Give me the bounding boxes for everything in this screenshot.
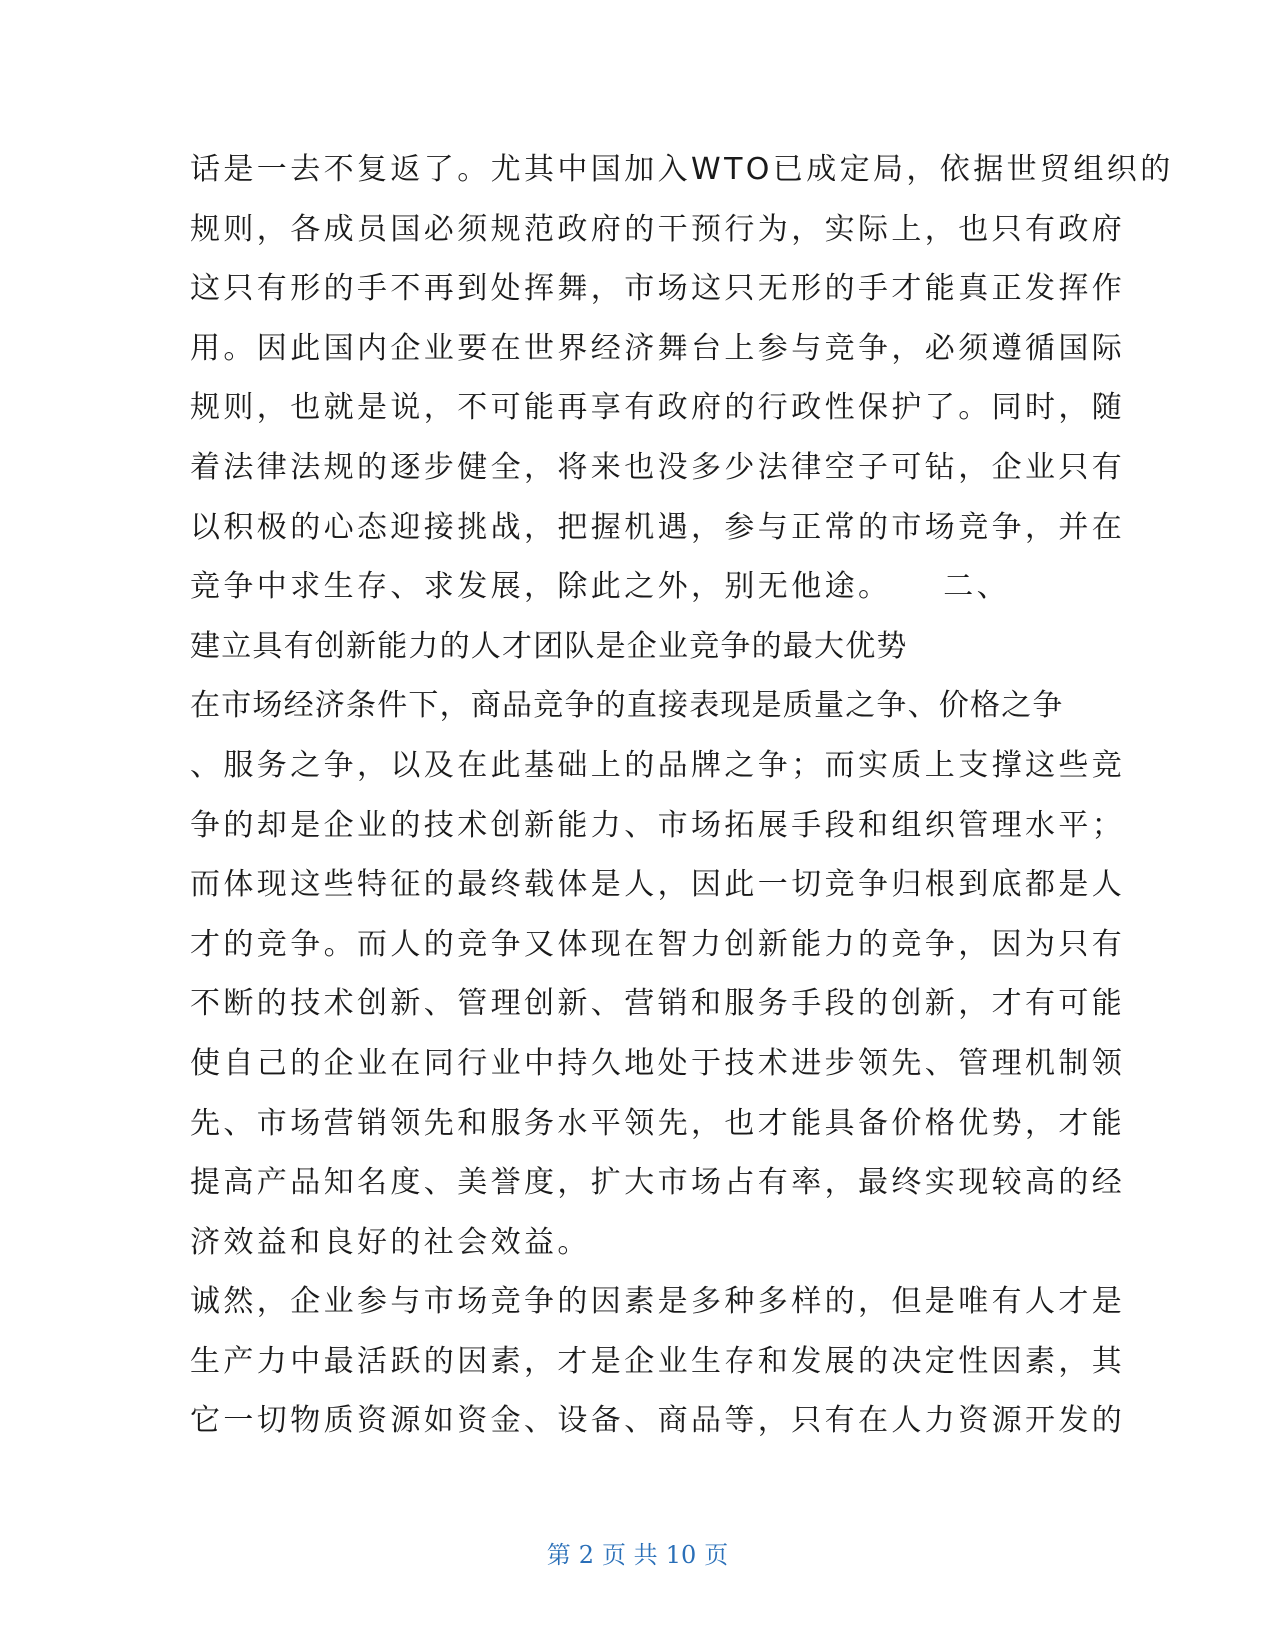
footer-suffix: 页 xyxy=(704,1541,729,1569)
text-line: 济效益和良好的社会效益。 xyxy=(190,1224,591,1260)
text-line: 在市场经济条件下，商品竞争的直接表现是质量之争、价格之争 xyxy=(190,688,1064,724)
text-line: 而体现这些特征的最终载体是人，因此一切竞争归根到底都是人 xyxy=(190,867,1126,903)
footer-prefix: 第 xyxy=(546,1541,571,1569)
section-heading: 建立具有创新能力的人才团队是企业竞争的最大优势 xyxy=(190,628,908,664)
text-line: 提高产品知名度、美誉度，扩大市场占有率，最终实现较高的经 xyxy=(190,1165,1126,1201)
text-line: 不断的技术创新、管理创新、营销和服务手段的创新，才有可能 xyxy=(190,986,1126,1022)
footer-middle: 页 共 xyxy=(602,1541,658,1569)
text-line: 它一切物质资源如资金、设备、商品等，只有在人力资源开发的 xyxy=(190,1403,1126,1439)
text-line: 用。因此国内企业要在世界经济舞台上参与竞争，必须遵循国际 xyxy=(190,330,1126,366)
total-pages-number: 10 xyxy=(665,1541,697,1569)
text-line: 规则，也就是说，不可能再享有政府的行政性保护了。同时，随 xyxy=(190,390,1126,426)
text-line: 规则，各成员国必须规范政府的干预行为，实际上，也只有政府 xyxy=(190,211,1126,247)
text-line: 话是一去不复返了。尤其中国加入WTO已成定局，依据世贸组织的 xyxy=(190,152,1174,187)
text-line: 使自己的企业在同行业中持久地处于技术进步领先、管理机制领 xyxy=(190,1045,1126,1081)
text-line: 着法律法规的逐步健全，将来也没多少法律空子可钻，企业只有 xyxy=(190,449,1126,485)
text-line: 、服务之争，以及在此基础上的品牌之争；而实质上支撑这些竞 xyxy=(190,747,1126,783)
current-page-number: 2 xyxy=(578,1541,595,1569)
page-footer xyxy=(0,1535,1275,1570)
text-line: 这只有形的手不再到处挥舞，市场这只无形的手才能真正发挥作 xyxy=(190,271,1126,307)
text-line: 才的竞争。而人的竞争又体现在智力创新能力的竞争，因为只有 xyxy=(190,926,1126,962)
text-line: 以积极的心态迎接挑战，把握机遇，参与正常的市场竞争，并在 xyxy=(190,509,1126,545)
text-line: 竞争中求生存、求发展，除此之外，别无他途。 二、 xyxy=(190,569,1010,605)
body-text xyxy=(190,140,1174,1451)
text-line: 生产力中最活跃的因素，才是企业生存和发展的决定性因素，其 xyxy=(190,1343,1126,1379)
text-line: 诚然，企业参与市场竞争的因素是多种多样的，但是唯有人才是 xyxy=(190,1284,1126,1320)
text-line: 争的却是企业的技术创新能力、市场拓展手段和组织管理水平； xyxy=(190,807,1126,843)
text-line: 先、市场营销领先和服务水平领先，也才能具备价格优势，才能 xyxy=(190,1105,1126,1141)
